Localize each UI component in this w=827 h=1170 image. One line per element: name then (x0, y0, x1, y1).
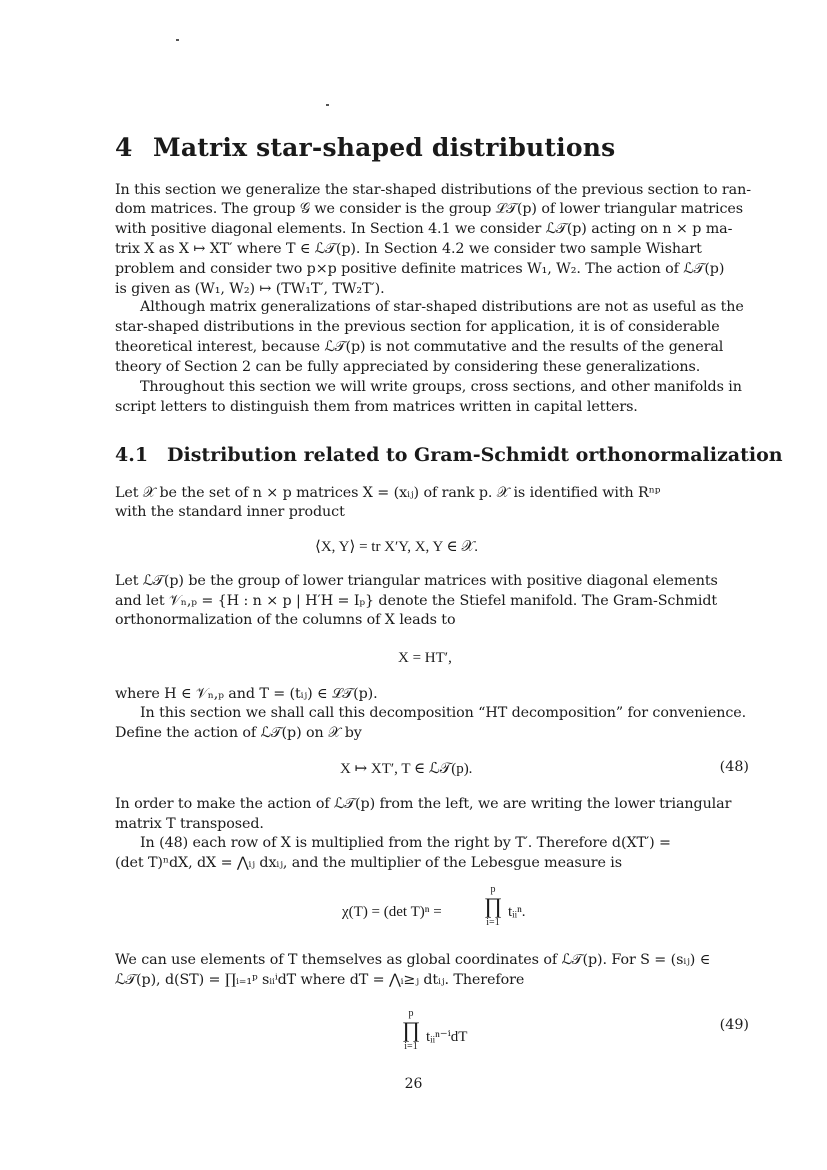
product-symbol: ∏ (483, 893, 503, 918)
text-line: We can use elements of T themselves as global coordinates of ℒ𝒯(p). For S = (sᵢⱼ) ∈ (115, 952, 711, 968)
section-number: 4 (115, 133, 133, 162)
text-line: (det T)ⁿdX, dX = ⋀ᵢⱼ dxᵢⱼ, and the multiplier of the Lebesgue measure is (115, 855, 622, 871)
product-lower-limit: i=1 (486, 917, 500, 928)
text-line: problem and consider two p×p positive definite matrices W₁, W₂. The action of ℒ𝒯(p) (115, 261, 725, 277)
product-upper-limit: p (408, 1008, 414, 1019)
product-lower-limit: i=1 (404, 1041, 418, 1052)
scan-speck (176, 39, 179, 41)
subsection-number: 4.1 (115, 444, 149, 466)
equation-number: (48) (719, 759, 749, 775)
page-number: 26 (404, 1076, 423, 1092)
equation-chi-right: tᵢᵢⁿ. (508, 904, 526, 920)
text-line: Define the action of ℒ𝒯(p) on 𝒳 by (115, 725, 362, 741)
section-title: Matrix star-shaped distributions (153, 133, 616, 162)
equation-inner-product: ⟨X, Y⟩ = tr X′Y, X, Y ∈ 𝒳. (315, 539, 479, 555)
equation-chi-left: χ(T) = (det T)ⁿ = (342, 904, 442, 920)
text-line: theoretical interest, because ℒ𝒯(p) is not commutative and the results of the general (115, 339, 724, 355)
text-line: is given as (W₁, W₂) ↦ (TW₁T′, TW₂T′). (115, 281, 385, 297)
text-line: In this section we generalize the star-shaped distributions of the previous section to ran- (115, 182, 751, 198)
text-line: where H ∈ 𝒱ₙ,ₚ and T = (tᵢⱼ) ∈ ℒ𝒯(p). (115, 686, 378, 702)
text-line: Although matrix generalizations of star-shaped distributions are not as useful as the (140, 299, 744, 315)
text-line: matrix T transposed. (115, 816, 264, 832)
product-operator (478, 884, 508, 928)
section-heading (115, 133, 615, 162)
text-line: dom matrices. The group 𝒢 we consider is the group ℒ𝒯(p) of lower triangular matrices (115, 201, 743, 217)
text-line: Throughout this section we will write groups, cross sections, and other manifolds in (140, 379, 742, 395)
equation-action: X ↦ XT′, T ∈ ℒ𝒯(p). (340, 761, 473, 777)
product-operator (396, 1008, 426, 1052)
text-line: with positive diagonal elements. In Section 4.1 we consider ℒ𝒯(p) acting on n × p ma- (115, 221, 733, 237)
text-line: Let ℒ𝒯(p) be the group of lower triangular matrices with positive diagonal elements (115, 573, 718, 589)
product-upper-limit: p (490, 884, 496, 895)
text-line: ℒ𝒯(p), d(ST) = ∏ᵢ₌₁ᵖ sᵢᵢⁱdT where dT = ⋀ᵢ≥ⱼ dtᵢⱼ. Therefore (115, 972, 525, 988)
equation-measure-right: tᵢᵢⁿ⁻ⁱdT (426, 1029, 468, 1045)
subsection-title: Distribution related to Gram-Schmidt orthonormalization (167, 444, 783, 466)
text-line: theory of Section 2 can be fully appreciated by considering these generalizations. (115, 359, 701, 375)
text-line: In this section we shall call this decomposition “HT decomposition” for convenience. (140, 705, 747, 721)
text-line: Let 𝒳 be the set of n × p matrices X = (xᵢⱼ) of rank p. 𝒳 is identified with Rⁿᵖ (115, 485, 661, 501)
text-line: and let 𝒱ₙ,ₚ = {H : n × p | H′H = Iₚ} denote the Stiefel manifold. The Gram-Schmidt (115, 593, 718, 609)
text-line: In order to make the action of ℒ𝒯(p) from the left, we are writing the lower triangular (115, 796, 732, 812)
equation-number: (49) (719, 1017, 749, 1033)
text-line: star-shaped distributions in the previous section for application, it is of considerable (115, 319, 720, 335)
equation-ht: X = HT′, (398, 650, 452, 666)
text-line: trix X as X ↦ XT′ where T ∈ ℒ𝒯(p). In Section 4.2 we consider two sample Wishart (115, 241, 702, 257)
text-line: with the standard inner product (115, 504, 345, 520)
subsection-heading (115, 444, 783, 466)
product-symbol: ∏ (401, 1017, 421, 1042)
text-line: orthonormalization of the columns of X leads to (115, 612, 456, 628)
scan-speck (326, 104, 329, 106)
text-line: In (48) each row of X is multiplied from the right by T′. Therefore d(XT′) = (140, 835, 671, 851)
text-line: script letters to distinguish them from matrices written in capital letters. (115, 399, 638, 415)
